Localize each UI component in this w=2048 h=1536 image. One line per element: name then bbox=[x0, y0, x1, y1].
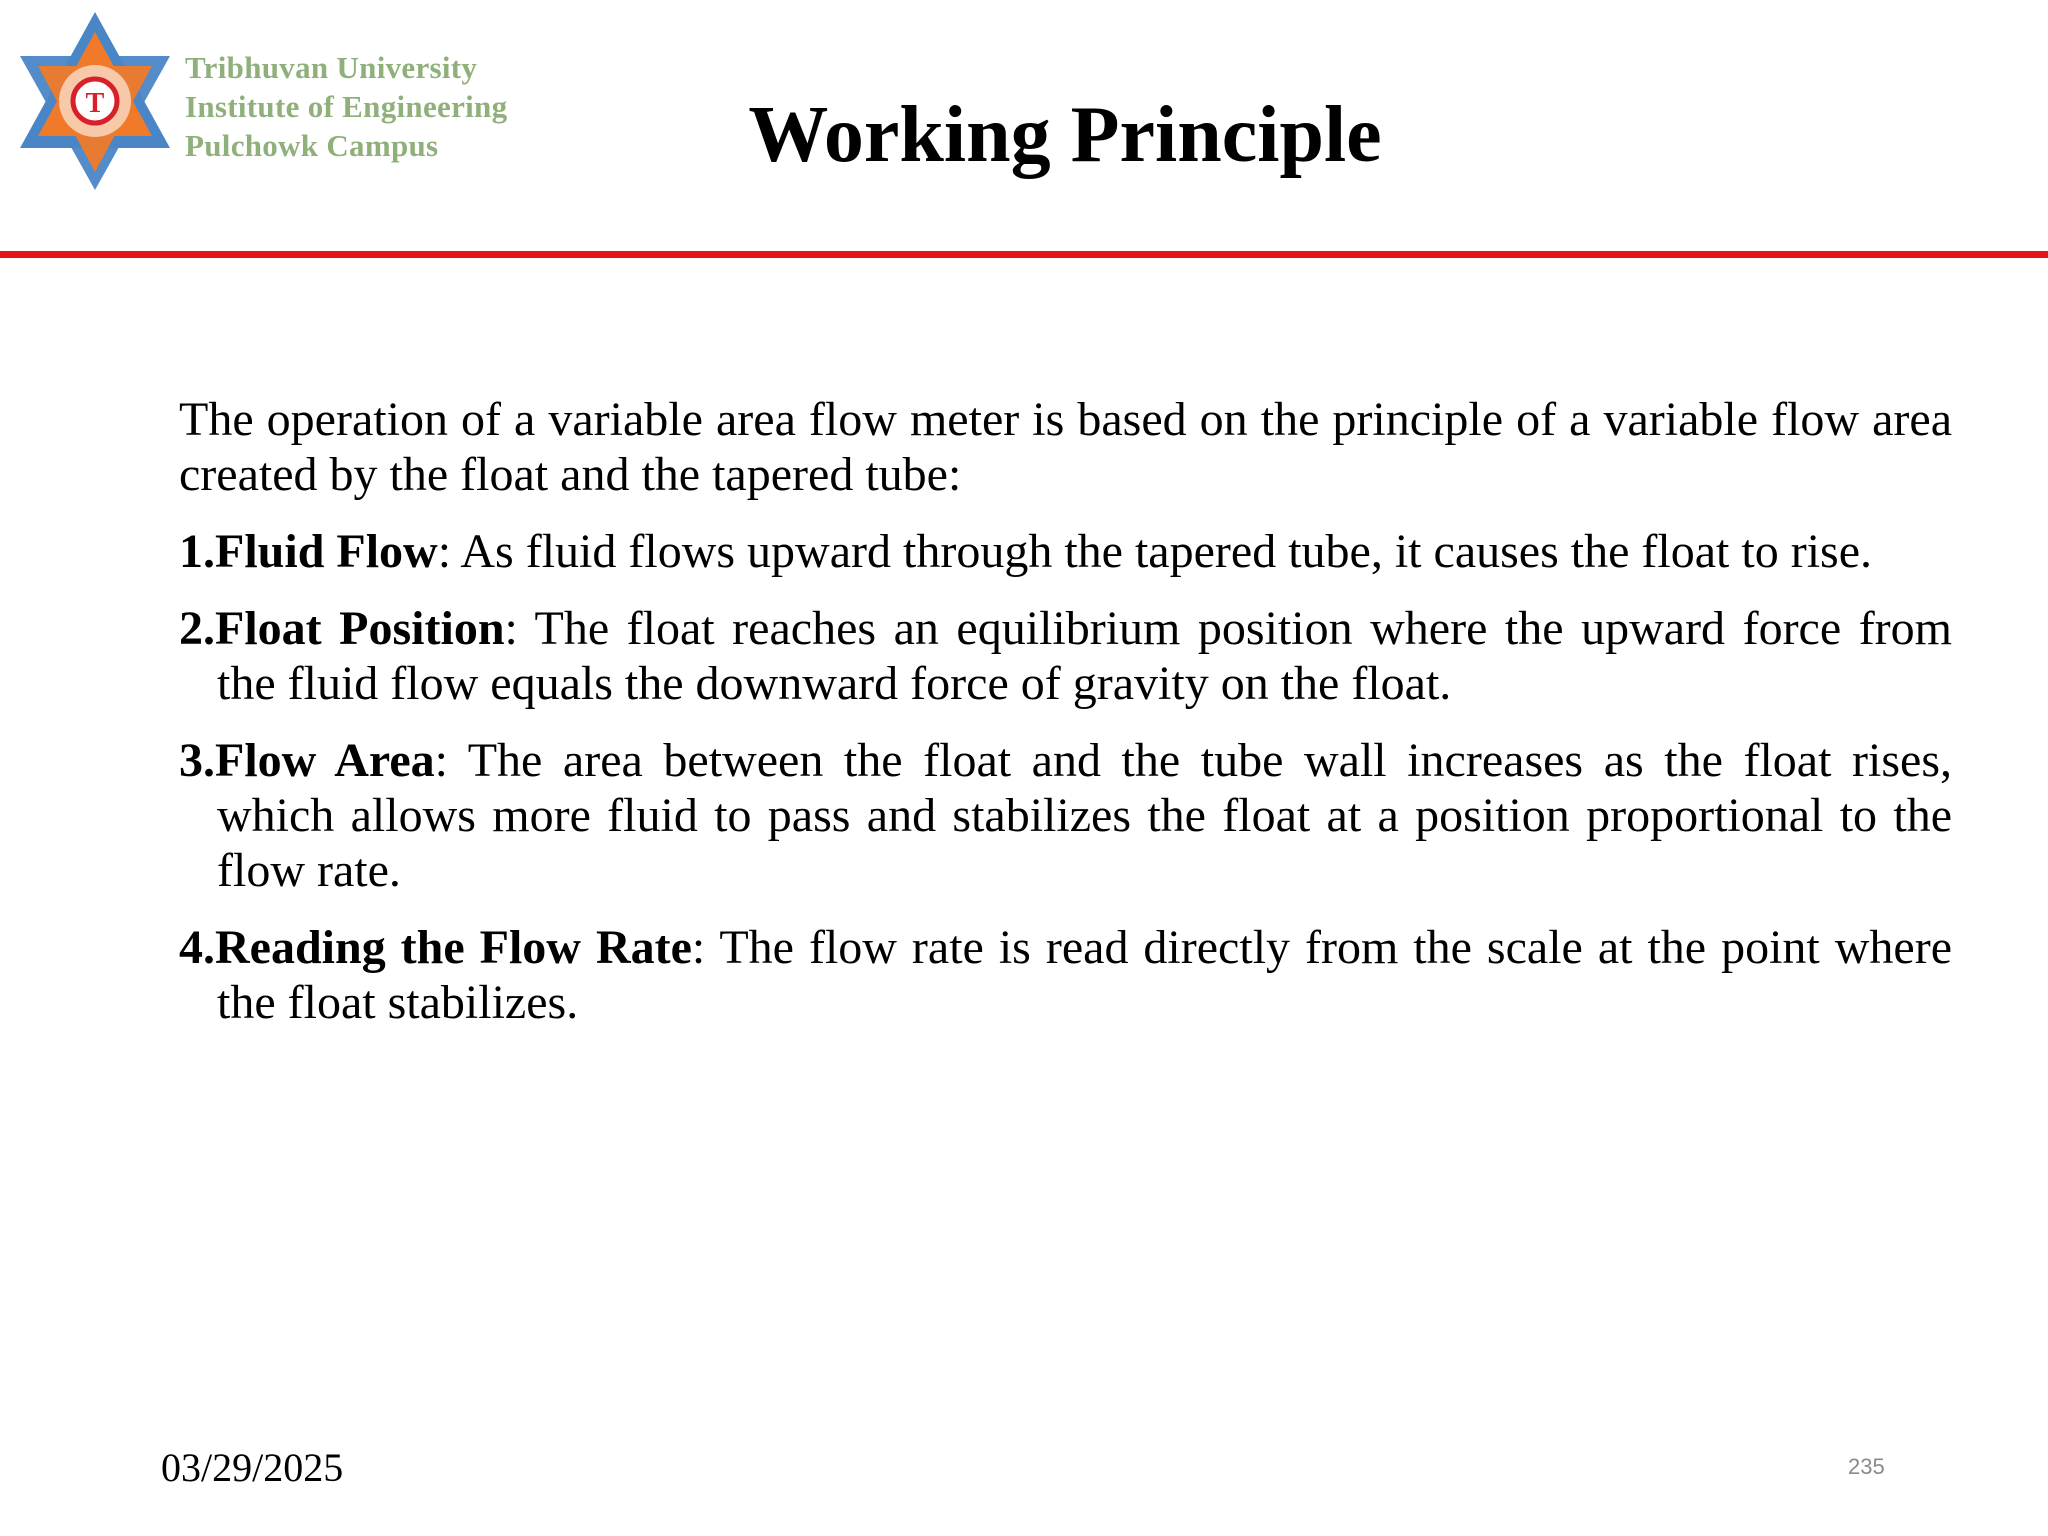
svg-text:T: T bbox=[85, 88, 105, 119]
item-text: : The flow rate is read directly from the scale at the point where the float stabilizes. bbox=[217, 921, 1952, 1029]
slide-title: Working Principle bbox=[748, 91, 1382, 179]
list-item bbox=[179, 601, 1952, 711]
header-divider bbox=[0, 251, 2048, 258]
footer-date: 03/29/2025 bbox=[161, 1445, 344, 1490]
page-number: 235 bbox=[1848, 1454, 1885, 1479]
list-item bbox=[179, 733, 1952, 898]
logo-line-campus: Pulchowk Campus bbox=[185, 128, 439, 163]
item-term: 4.Reading the Flow Rate bbox=[179, 921, 692, 974]
list-item bbox=[179, 920, 1952, 1030]
item-text: : The float reaches an equilibrium position where the upward force from the fluid flow equals the downward force of gravity on the float. bbox=[217, 602, 1952, 710]
logo-line-institute: Institute of Engineering bbox=[185, 89, 508, 124]
slide-body bbox=[179, 392, 1952, 1052]
item-term: 1.Fluid Flow bbox=[179, 525, 438, 578]
principle-list bbox=[179, 524, 1952, 1030]
item-text: : As fluid flows upward through the tapered tube, it causes the float to rise. bbox=[437, 525, 1873, 578]
item-term: 3.Flow Area bbox=[179, 734, 435, 787]
list-item bbox=[179, 524, 1952, 579]
item-term: 2.Float Position bbox=[179, 602, 505, 655]
intro-paragraph: The operation of a variable area flow meter is based on the principle of a variable flow area created by the float and the tapered tube: bbox=[179, 393, 1952, 501]
item-text: : The area between the float and the tube wall increases as the float rises, which allows more fluid to pass and stabilizes the float at a position proportional to the flow rate. bbox=[217, 734, 1953, 897]
logo-line-university: Tribhuvan University bbox=[185, 50, 478, 85]
